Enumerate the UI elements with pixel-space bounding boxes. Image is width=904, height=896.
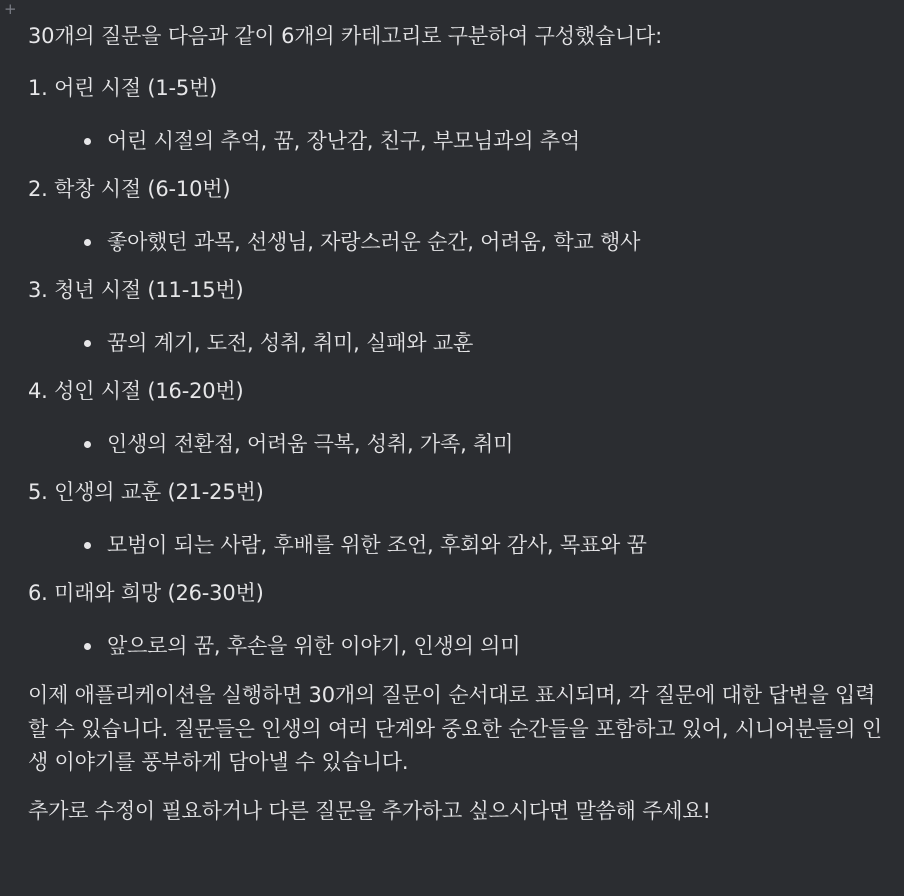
category-title: 3. 청년 시절 (11-15번): [28, 278, 244, 302]
category-detail-text: 좋아했던 과목, 선생님, 자랑스러운 순간, 어려움, 학교 행사: [107, 230, 641, 254]
category-detail-text: 어린 시절의 추억, 꿈, 장난감, 친구, 부모님과의 추억: [107, 129, 580, 153]
category-item: [28, 173, 888, 258]
bullet-icon: [84, 542, 91, 549]
bullet-icon: [84, 340, 91, 347]
plus-icon[interactable]: +: [4, 0, 17, 18]
category-detail-text: 인생의 전환점, 어려움 극복, 성취, 가족, 취미: [107, 432, 514, 456]
category-detail-text: 모범이 되는 사람, 후배를 위한 조언, 후회와 감사, 목표와 꿈: [107, 533, 647, 557]
category-item: [28, 274, 888, 359]
category-detail: [28, 428, 888, 460]
category-detail: [28, 630, 888, 662]
category-title: 2. 학창 시절 (6-10번): [28, 177, 231, 201]
description-paragraph: 이제 애플리케이션을 실행하면 30개의 질문이 순서대로 표시되며, 각 질문에 대한 답변을 입력할 수 있습니다. 질문들은 인생의 여러 단계와 중요한 순간들을 포함하고 있어, 시니어분들의 인생 이야기를 풍부하게 담아낼 수 있습니다.: [28, 683, 882, 774]
category-title: 4. 성인 시절 (16-20번): [28, 379, 244, 403]
bullet-icon: [84, 138, 91, 145]
category-detail: [28, 327, 888, 359]
category-detail-text: 앞으로의 꿈, 후손을 위한 이야기, 인생의 의미: [107, 634, 521, 658]
category-detail-text: 꿈의 계기, 도전, 성취, 취미, 실패와 교훈: [107, 331, 474, 355]
assistant-message: [28, 20, 888, 828]
bullet-icon: [84, 239, 91, 246]
category-title: 1. 어린 시절 (1-5번): [28, 76, 218, 100]
category-detail: [28, 226, 888, 258]
category-detail: [28, 125, 888, 157]
intro-text: 30개의 질문을 다음과 같이 6개의 카테고리로 구분하여 구성했습니다:: [28, 24, 663, 48]
category-item: [28, 375, 888, 460]
category-title: 5. 인생의 교훈 (21-25번): [28, 480, 264, 504]
category-item: [28, 476, 888, 561]
category-list: [28, 72, 888, 662]
category-item: [28, 72, 888, 157]
closing-text: 추가로 수정이 필요하거나 다른 질문을 추가하고 싶으시다면 말씀해 주세요!: [28, 798, 711, 823]
bullet-icon: [84, 643, 91, 650]
category-item: [28, 577, 888, 662]
bullet-icon: [84, 441, 91, 448]
category-detail: [28, 529, 888, 561]
category-title: 6. 미래와 희망 (26-30번): [28, 581, 264, 605]
